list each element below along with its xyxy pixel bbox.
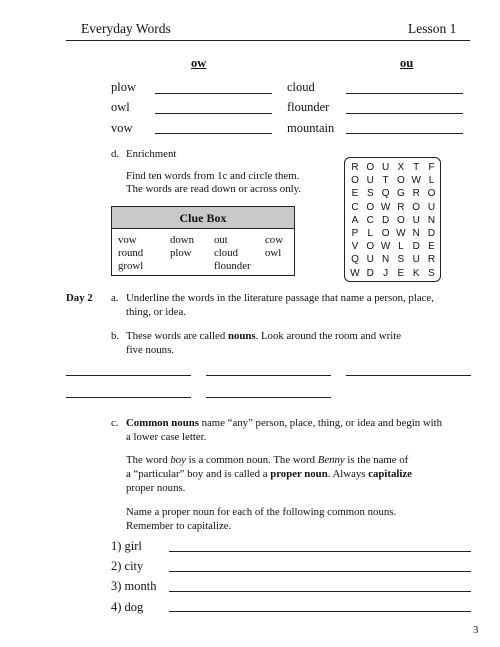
- day-label: Day 2: [66, 292, 93, 304]
- proper-noun-line[interactable]: [169, 571, 471, 572]
- grid-letter[interactable]: N: [427, 214, 436, 226]
- clue-box: [111, 206, 295, 276]
- ow-word: plow: [111, 80, 136, 94]
- grid-letter[interactable]: G: [397, 188, 405, 200]
- instruction-b: [126, 329, 401, 343]
- grid-letter[interactable]: A: [351, 214, 359, 226]
- clue-word: cloud: [214, 247, 238, 259]
- grid-letter[interactable]: W: [350, 267, 360, 279]
- answer-line[interactable]: [155, 93, 272, 94]
- grid-letter[interactable]: P: [351, 228, 359, 239]
- clue-word: down: [170, 234, 194, 246]
- ow-word: vow: [111, 121, 133, 135]
- clue-word: vow: [118, 234, 137, 246]
- grid-letter[interactable]: U: [427, 201, 436, 213]
- instruction-c: [126, 416, 442, 430]
- clue-word: owl: [265, 247, 282, 259]
- common-noun-prompt: 4) dog: [111, 600, 144, 614]
- header-rule: [66, 40, 470, 41]
- ow-heading: ow: [191, 56, 207, 70]
- clue-word: plow: [170, 247, 192, 259]
- proper-noun-line[interactable]: [169, 551, 471, 552]
- grid-letter[interactable]: F: [428, 162, 435, 173]
- grid-letter[interactable]: R: [351, 162, 359, 173]
- grid-letter[interactable]: N: [381, 254, 390, 266]
- page-title: Everyday Words: [81, 21, 171, 36]
- answer-line[interactable]: [155, 113, 272, 114]
- nouns-term: nouns: [227, 330, 256, 342]
- grid-letter[interactable]: O: [366, 201, 375, 213]
- capitalize-term: capitalize: [368, 468, 412, 480]
- answer-line[interactable]: [346, 113, 463, 114]
- instruction-b: five nouns.: [126, 344, 174, 356]
- grid-letter[interactable]: R: [412, 188, 420, 200]
- grid-letter[interactable]: O: [366, 162, 375, 173]
- grid-letter[interactable]: Q: [351, 254, 359, 266]
- ou-word: flounder: [287, 100, 330, 114]
- example-text-part: . Always: [327, 468, 369, 480]
- grid-letter[interactable]: T: [382, 175, 389, 187]
- noun-answer-line[interactable]: [206, 397, 331, 398]
- example-text-part: The word: [126, 454, 171, 466]
- grid-letter[interactable]: S: [428, 267, 435, 279]
- grid-letter[interactable]: E: [397, 267, 405, 279]
- enrichment-instruction: The words are read down or across only.: [126, 183, 301, 195]
- example-text: proper nouns.: [126, 482, 186, 494]
- instruction-text: These words are called: [126, 330, 228, 342]
- grid-letter[interactable]: O: [427, 188, 436, 200]
- grid-letter[interactable]: T: [413, 162, 420, 173]
- grid-letter[interactable]: W: [396, 228, 406, 239]
- instruction-text: . Look around the room and write: [255, 330, 401, 342]
- grid-letter[interactable]: E: [428, 241, 435, 253]
- item-label-c: c.: [111, 417, 119, 429]
- example-word-benny: Benny: [317, 454, 345, 466]
- grid-letter[interactable]: D: [427, 228, 436, 239]
- noun-answer-line[interactable]: [66, 375, 191, 376]
- grid-letter[interactable]: W: [411, 175, 421, 187]
- grid-letter[interactable]: Q: [381, 188, 390, 200]
- clue-word: cow: [265, 234, 283, 246]
- grid-letter[interactable]: E: [351, 188, 359, 200]
- proper-noun-line[interactable]: [169, 611, 471, 612]
- grid-letter[interactable]: S: [397, 254, 405, 266]
- page-number: 3: [473, 624, 479, 636]
- grid-letter[interactable]: U: [412, 254, 420, 266]
- ow-word: owl: [111, 100, 130, 114]
- grid-letter[interactable]: S: [366, 188, 374, 200]
- clue-word: round: [118, 247, 144, 259]
- grid-letter[interactable]: C: [366, 214, 374, 226]
- common-nouns-term: Common nouns: [126, 417, 199, 429]
- grid-letter[interactable]: O: [397, 214, 405, 226]
- example-text: [126, 453, 408, 467]
- example-word-boy: boy: [170, 454, 186, 466]
- grid-letter[interactable]: D: [412, 241, 420, 253]
- grid-letter[interactable]: U: [366, 175, 374, 187]
- instruction-a: Underline the words in the literature passage that name a person, place,: [126, 292, 434, 304]
- item-label-d: d.: [111, 148, 120, 160]
- example-text-part: a “particular” boy and is called a: [126, 468, 271, 480]
- word-search-grid: [344, 157, 441, 282]
- common-noun-prompt: 2) city: [111, 559, 144, 573]
- grid-letter[interactable]: O: [397, 175, 405, 187]
- grid-letter[interactable]: O: [381, 228, 390, 239]
- proper-noun-term: proper noun: [270, 468, 328, 480]
- enrichment-title: Enrichment: [126, 148, 177, 160]
- grid-letter[interactable]: W: [380, 241, 391, 253]
- grid-letter[interactable]: X: [397, 162, 405, 173]
- grid-letter[interactable]: W: [380, 201, 391, 213]
- grid-letter[interactable]: C: [351, 201, 359, 213]
- grid-letter[interactable]: D: [381, 214, 390, 226]
- grid-letter[interactable]: L: [398, 241, 404, 253]
- grid-letter[interactable]: L: [367, 228, 374, 239]
- instruction-c2: Name a proper noun for each of the following common nouns.: [126, 506, 397, 518]
- grid-letter[interactable]: J: [383, 267, 389, 279]
- grid-letter[interactable]: D: [366, 267, 374, 279]
- clue-word: flounder: [214, 260, 251, 272]
- answer-line[interactable]: [346, 93, 463, 94]
- clue-word: growl: [118, 260, 144, 272]
- grid-letter[interactable]: N: [412, 228, 420, 239]
- grid-letter[interactable]: U: [381, 162, 390, 173]
- noun-answer-line[interactable]: [206, 375, 331, 376]
- answer-line[interactable]: [155, 133, 272, 134]
- grid-letter[interactable]: U: [366, 254, 374, 266]
- grid-letter[interactable]: L: [428, 175, 435, 187]
- noun-answer-line[interactable]: [66, 397, 191, 398]
- example-text-part: is a common noun. The word: [185, 454, 318, 466]
- proper-noun-line[interactable]: [169, 591, 471, 592]
- instruction-c: a lower case letter.: [126, 431, 207, 443]
- common-noun-prompt: 1) girl: [111, 539, 142, 553]
- grid-letter[interactable]: O: [412, 201, 421, 213]
- clue-box-title: Clue Box: [112, 207, 294, 229]
- instruction-a: thing, or idea.: [126, 306, 186, 318]
- example-text-part: is the name of: [344, 454, 409, 466]
- item-label-b: b.: [111, 330, 120, 342]
- enrichment-instruction: Find ten words from 1c and circle them.: [126, 170, 300, 182]
- grid-letter[interactable]: O: [366, 241, 375, 253]
- grid-letter[interactable]: V: [351, 241, 359, 253]
- example-text: [126, 467, 412, 481]
- noun-answer-line[interactable]: [346, 375, 471, 376]
- grid-letter[interactable]: O: [351, 175, 359, 187]
- grid-letter[interactable]: R: [397, 201, 405, 213]
- instruction-text: name “any” person, place, thing, or idea and begin with: [198, 417, 443, 429]
- grid-letter[interactable]: U: [412, 214, 420, 226]
- clue-word: out: [214, 234, 228, 246]
- ou-word: cloud: [287, 80, 315, 94]
- item-label-a: a.: [111, 292, 119, 304]
- grid-letter[interactable]: K: [412, 267, 420, 279]
- answer-line[interactable]: [346, 133, 463, 134]
- ou-word: mountain: [287, 121, 335, 135]
- instruction-c2: Remember to capitalize.: [126, 520, 232, 532]
- ou-heading: ou: [400, 56, 414, 70]
- grid-letter[interactable]: R: [427, 254, 436, 266]
- lesson-label: Lesson 1: [408, 21, 457, 36]
- common-noun-prompt: 3) month: [111, 579, 157, 593]
